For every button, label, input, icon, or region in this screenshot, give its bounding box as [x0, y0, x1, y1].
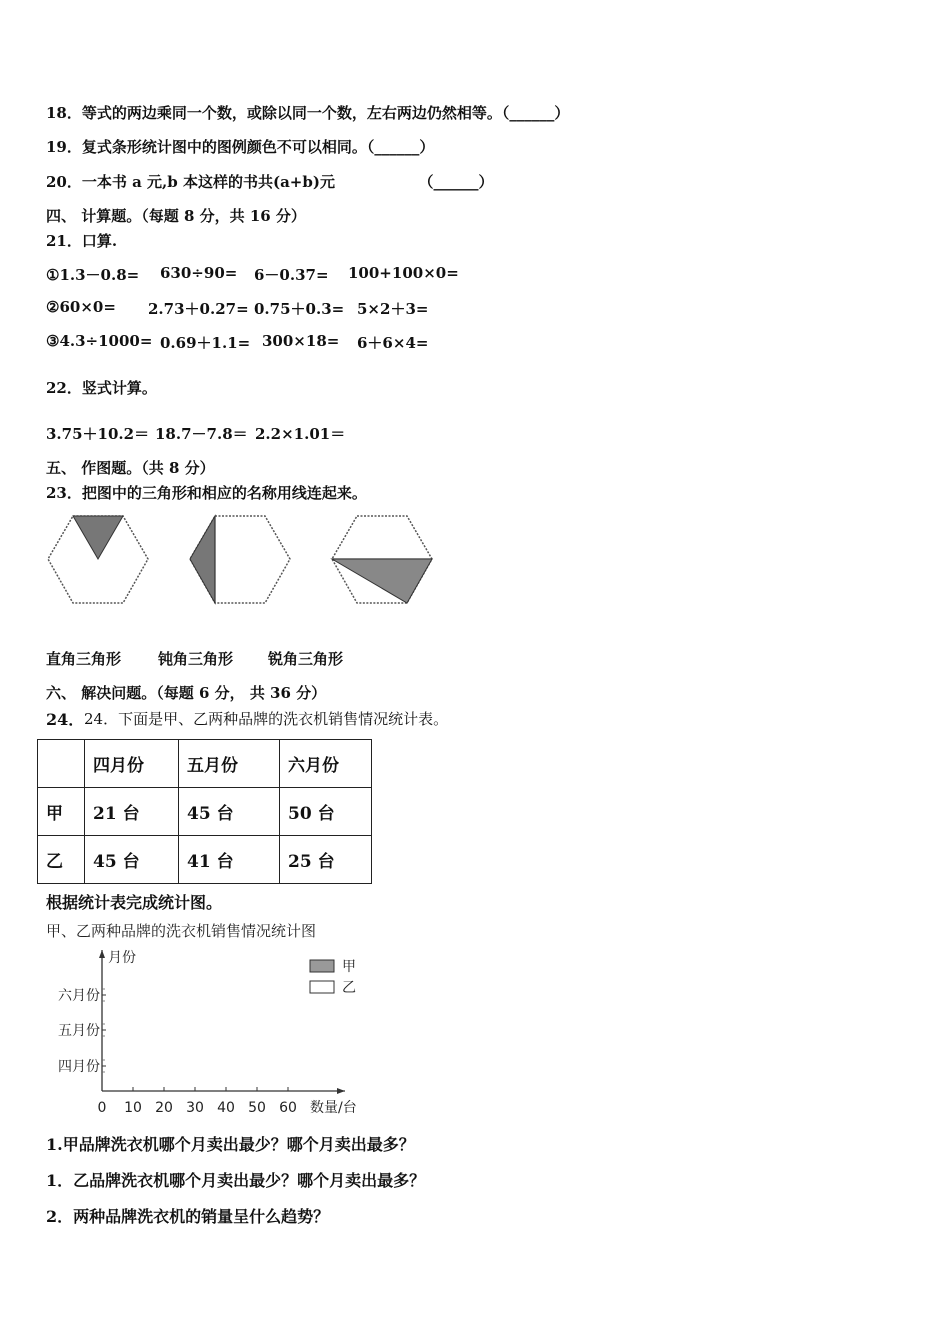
table-cell: 乙	[38, 836, 85, 884]
vertical-calc-2: 18.7－7.8＝	[155, 425, 248, 443]
oral-calc-1-2: 630÷90=	[160, 264, 238, 282]
question-18: 18．等式的两边乘同一个数，或除以同一个数，左右两边仍然相等。（______）	[46, 104, 570, 122]
hexagon-figures	[40, 508, 440, 612]
table-cell	[38, 740, 85, 788]
oral-calc-2-4: 5×2＋3=	[357, 300, 429, 318]
label-acute-triangle: 锐角三角形	[268, 650, 344, 668]
oral-calc-3-2: 0.69＋1.1=	[160, 334, 251, 352]
y-axis-label: 月份	[108, 950, 136, 966]
y-tick-label: 五月份	[58, 1023, 100, 1039]
question-24-text: 24．下面是甲、乙两种品牌的洗衣机销售情况统计表。	[84, 710, 449, 728]
table-row	[38, 788, 372, 836]
table-cell: 六月份	[280, 740, 372, 788]
x-tick-label: 40	[217, 1100, 235, 1116]
table-cell: 21 台	[85, 788, 179, 836]
table-cell: 25 台	[280, 836, 372, 884]
hexagon-figure-2	[190, 516, 290, 603]
hexagon-figure-3	[332, 516, 432, 603]
x-axis-label: 数量/台	[310, 1100, 357, 1116]
label-obtuse-triangle: 钝角三角形	[158, 650, 234, 668]
y-axis-arrow	[99, 950, 105, 958]
hexagon-figure-1	[48, 516, 148, 603]
question-20: 20．一本书 a 元,b 本这样的书共(a+b)元 （______）	[46, 173, 494, 191]
table-row	[38, 740, 372, 788]
x-tick-label: 0	[97, 1100, 107, 1116]
oral-calc-3-4: 6＋6×4=	[357, 334, 429, 352]
section-4-title: 四、 计算题。（每题 8 分，共 16 分）	[46, 207, 306, 225]
sub-question-1: 1.甲品牌洗衣机哪个月卖出最少？哪个月卖出最多？	[46, 1135, 415, 1154]
sub-question-2: 1．乙品牌洗衣机哪个月卖出最少？哪个月卖出最多？	[46, 1171, 426, 1190]
bar-chart	[40, 940, 380, 1120]
x-tick-label: 20	[155, 1100, 173, 1116]
question-19: 19．复式条形统计图中的图例颜色不可以相同。（______）	[46, 138, 435, 156]
oral-calc-2-1: ②60×0=	[46, 298, 116, 316]
chart-title: 甲、乙两种品牌的洗衣机销售情况统计图	[46, 922, 317, 940]
y-tick-label: 四月份	[58, 1059, 100, 1075]
table-row	[38, 836, 372, 884]
oral-calc-1-1: ①1.3－0.8=	[46, 266, 140, 284]
table-cell: 四月份	[85, 740, 179, 788]
legend-swatch-yi	[310, 981, 334, 993]
legend-swatch-jia	[310, 960, 334, 972]
x-tick-label: 10	[124, 1100, 142, 1116]
x-axis-arrow	[337, 1088, 345, 1094]
question-21: 21．口算.	[46, 232, 118, 250]
legend-label-jia: 甲	[342, 959, 356, 975]
table-cell: 五月份	[179, 740, 280, 788]
oral-calc-3-3: 300×18=	[262, 332, 340, 350]
table-cell: 41 台	[179, 836, 280, 884]
oral-calc-3-1: ③4.3÷1000=	[46, 332, 153, 350]
chart-layer	[58, 950, 357, 1116]
table-cell: 甲	[38, 788, 85, 836]
table-cell: 50 台	[280, 788, 372, 836]
question-24-number: 24．	[46, 710, 85, 729]
section-5-title: 五、 作图题。（共 8 分）	[46, 459, 215, 477]
vertical-calc-1: 3.75＋10.2＝	[46, 425, 150, 443]
oral-calc-1-3: 6－0.37=	[254, 266, 329, 284]
y-tick-label: 六月份	[58, 988, 100, 1004]
x-tick-label: 60	[279, 1100, 297, 1116]
question-23: 23．把图中的三角形和相应的名称用线连起来。	[46, 484, 367, 502]
sub-question-3: 2．两种品牌洗衣机的销量呈什么趋势？	[46, 1207, 330, 1226]
legend-label-yi: 乙	[342, 980, 356, 996]
table-cell: 45 台	[179, 788, 280, 836]
vertical-calc-3: 2.2×1.01＝	[255, 425, 346, 443]
question-24	[46, 707, 84, 730]
oral-calc-2-2: 2.73＋0.27=	[148, 300, 249, 318]
label-right-triangle: 直角三角形	[46, 650, 122, 668]
oral-calc-1-4: 100+100×0=	[348, 264, 459, 282]
x-tick-label: 50	[248, 1100, 266, 1116]
after-table-text: 根据统计表完成统计图。	[46, 893, 223, 912]
oral-calc-2-3: 0.75＋0.3=	[254, 300, 345, 318]
sales-table	[37, 739, 372, 884]
section-6-title: 六、 解决问题。（每题 6 分， 共 36 分）	[46, 684, 327, 702]
x-tick-label: 30	[186, 1100, 204, 1116]
question-22: 22．竖式计算。	[46, 379, 157, 397]
table-cell: 45 台	[85, 836, 179, 884]
